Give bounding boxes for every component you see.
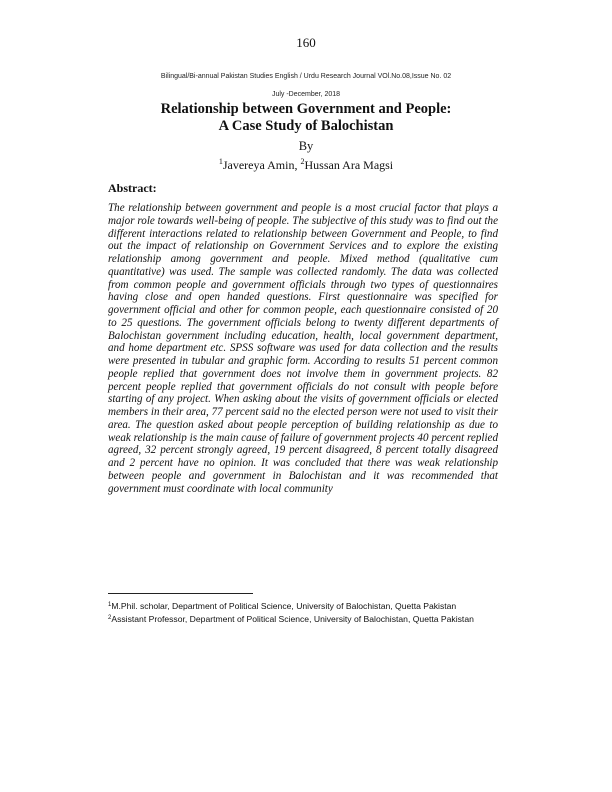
author-1-name: Javereya Amin, xyxy=(222,158,301,172)
author-2-name: Hussan Ara Magsi xyxy=(304,158,394,172)
title-line-2: A Case Study of Balochistan xyxy=(218,118,394,134)
footnote-1-marker: 1 xyxy=(108,602,112,608)
footnotes xyxy=(108,600,488,627)
footnote-2-marker: 2 xyxy=(108,615,112,622)
footnote-1-text: M.Phil. scholar, Department of Political Science, University of Balochistan, Quetta Pakistan xyxy=(111,601,457,611)
journal-citation: Bilingual/Bi-annual Pakistan Studies English / Urdu Research Journal VOl.No.08,Issue No. 02 xyxy=(160,73,452,80)
author-2-marker: 2 xyxy=(300,157,305,166)
footnote-1 xyxy=(108,600,488,612)
footnote-2 xyxy=(108,613,488,625)
journal-issue-date: July -December, 2018 xyxy=(271,91,341,98)
abstract-heading: Abstract: xyxy=(108,181,157,195)
author-1-marker: 1 xyxy=(218,157,223,166)
author-list xyxy=(0,158,612,173)
page-number: 160 xyxy=(296,35,316,50)
footnote-divider xyxy=(108,593,253,594)
title-line-1: Relationship between Government and People: xyxy=(160,101,452,117)
abstract-body: The relationship between government and people is a most crucial factor that plays a major role towards well-being of people. The subjective of this study was to find out the different interactions related to relationship between Government and People, to find out the impact of relationship on Government Services and to explore the existing relationship among government and people. Mixed method (qualitative cum quantitative) was used. The sample was collected randomly. The data was collected from common people and government officials through two types of questionnaires having close and open handed questions. First questionnaire was specified for government official and other for common people, each questionnaire consisted of 20 to 25 questions. The government officials belong to twenty different departments of Balochistan government including education, health, local government department, and home department etc. SPSS software was used for data collection and the results were presented in tubular and graphic form. According to results 51 percent common people replied that government does not involve them in government projects. 82 percent people replied that government officials do not consult with people before starting of any project. When asking about the visits of government officials or elected members in their area, 77 percent said no the elected person were not used to visit their area. The question asked about people perception of building relationship as due to weak relationship is the main cause of failure of government projects 40 percent replied agreed, 32 percent strongly agreed, 19 percent disagreed, 8 percent totally disagreed and 2 percent have no opinion. It was concluded that there was weak relationship between people and government in Balochistan and it was recommended that government must coordinate with local community xyxy=(108,202,498,495)
by-label: By xyxy=(298,139,314,153)
article-title xyxy=(0,101,612,135)
footnote-2-text: Assistant Professor, Department of Political Science, University of Balochistan, Quetta Pakistan xyxy=(111,614,474,625)
